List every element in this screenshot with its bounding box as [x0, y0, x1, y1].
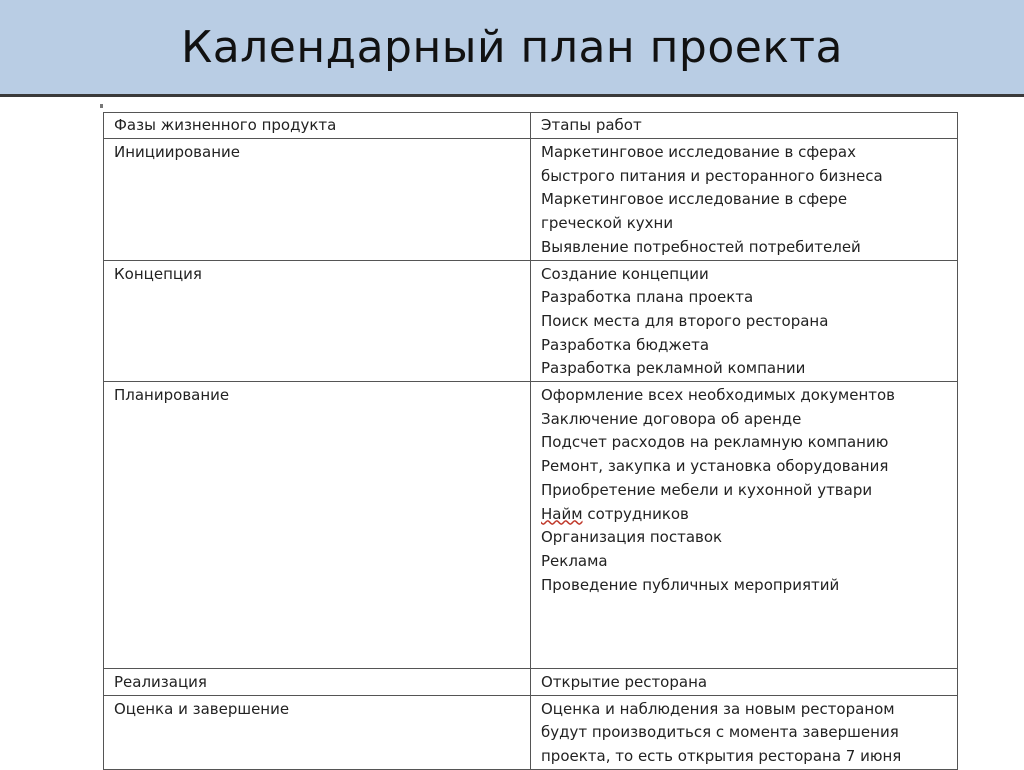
steps-cell: [531, 695, 958, 769]
step-item: Приобретение мебели и кухонной утвари: [541, 480, 873, 499]
table-header-row: [104, 113, 958, 139]
title-bar: [0, 0, 1024, 97]
table-row: [104, 669, 958, 696]
step-item-hire: [541, 503, 947, 527]
step-item: Выявление потребностей потребителей: [541, 237, 861, 256]
steps-cell: [531, 260, 958, 382]
step-item: Разработка плана проекта: [541, 288, 754, 307]
step-item: проекта, то есть открытия ресторана 7 июня: [541, 747, 902, 766]
step-item: Оценка и наблюдения за новым рестораном: [541, 699, 895, 718]
step-item: Открытие ресторана: [541, 673, 708, 692]
step-item: Поиск места для второго ресторана: [541, 311, 829, 330]
project-plan-table: [103, 112, 958, 770]
phase-cell: Оценка и завершение: [104, 695, 531, 769]
phase-cell: Инициирование: [104, 139, 531, 261]
step-item-hire-rest: сотрудников: [587, 504, 689, 523]
step-item: Маркетинговое исследование в сферах: [541, 143, 856, 161]
table-row: [104, 260, 958, 382]
slide-title: Календарный план проекта: [180, 22, 844, 73]
step-item: Проведение публичных мероприятий: [541, 575, 840, 594]
step-item: будут производиться с момента завершения: [541, 723, 899, 742]
step-item: Подсчет расходов на рекламную компанию: [541, 433, 889, 452]
step-item: быстрого питания и ресторанного бизнеса: [541, 166, 883, 185]
spellcheck-word: Найм: [541, 504, 583, 523]
step-item: Разработка рекламной компании: [541, 359, 806, 378]
step-item: Заключение договора об аренде: [541, 409, 802, 428]
table-corner-mark: [100, 104, 103, 108]
header-phases: Фазы жизненного продукта: [104, 113, 531, 139]
phase-cell: Концепция: [104, 260, 531, 382]
step-item: Реклама: [541, 551, 608, 570]
table-row: [104, 382, 958, 669]
steps-cell: [531, 669, 958, 696]
step-item: Оформление всех необходимых документов: [541, 386, 896, 405]
project-plan-table-wrapper: [103, 112, 957, 770]
phase-cell: Планирование: [104, 382, 531, 669]
table-row: [104, 139, 958, 261]
table-row: [104, 695, 958, 769]
step-item: греческой кухни: [541, 214, 674, 233]
step-item: Организация поставок: [541, 528, 723, 547]
header-steps: Этапы работ: [531, 113, 958, 139]
phase-cell: Реализация: [104, 669, 531, 696]
step-item: Создание концепции: [541, 264, 709, 283]
step-item: Ремонт, закупка и установка оборудования: [541, 457, 889, 476]
steps-cell: [531, 382, 958, 669]
step-item: Разработка бюджета: [541, 335, 710, 354]
step-item: Маркетинговое исследование в сфере: [541, 190, 848, 209]
steps-cell: [531, 139, 958, 261]
